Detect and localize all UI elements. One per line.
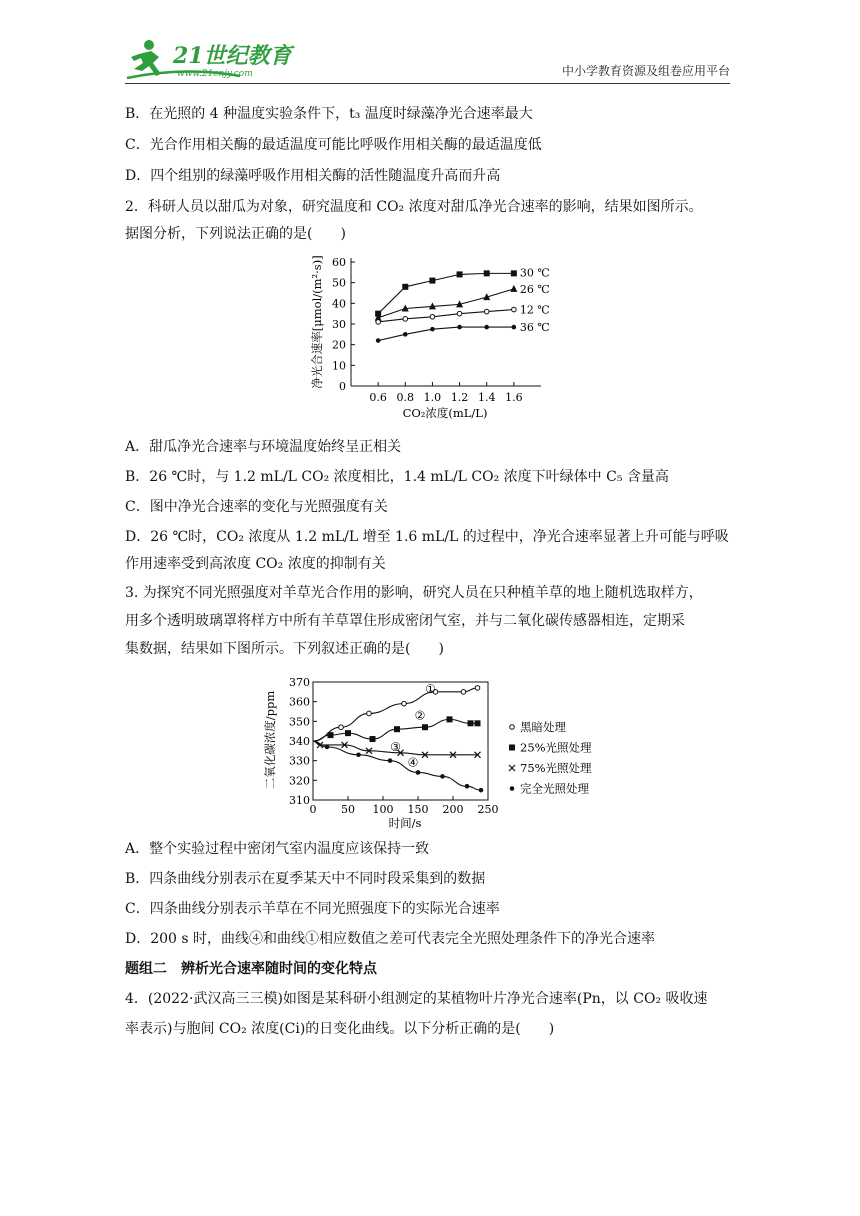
- c1-xlabel: CO₂浓度(mL/L): [402, 406, 488, 420]
- q3-stem-line2: 用多个透明玻璃罩将样方中所有羊草罩住形成密闭气室，并与二氧化碳传感器相连，定期采: [125, 613, 685, 629]
- c2-legend-label: 完全光照处理: [520, 781, 589, 796]
- c1-data-point: [376, 338, 381, 343]
- q1-option-d: D．四个组别的绿藻呼吸作用相关酶的活性随温度升高而升高: [125, 168, 501, 184]
- c2-data-point: [468, 720, 474, 726]
- c1-data-point: [510, 285, 517, 292]
- q3-option-c: C．四条曲线分别表示羊草在不同光照强度下的实际光合速率: [125, 901, 500, 917]
- c2-curve-number: ③: [390, 739, 401, 754]
- c1-data-point: [402, 284, 408, 290]
- c1-x-tick-label: 1.2: [450, 391, 469, 404]
- platform-name: 中小学教育资源及组卷应用平台: [561, 64, 730, 78]
- c2-y-tick-label: 370: [289, 676, 310, 689]
- c2-data-point: [345, 730, 351, 736]
- c1-y-tick-label: 30: [332, 318, 346, 331]
- c2-legend-marker: [509, 765, 515, 771]
- c2-ylabel: 二氧化碳浓度/ppm: [263, 690, 277, 790]
- svg-text:21世纪教育: 21世纪教育: [173, 43, 292, 69]
- c2-data-point: [325, 745, 330, 750]
- c2-xlabel: 时间/s: [388, 816, 422, 830]
- c2-curve-number: ①: [425, 681, 436, 696]
- c2-x-tick-label: 100: [372, 803, 394, 816]
- c2-curve-number: ②: [414, 708, 426, 723]
- c1-data-point: [457, 271, 463, 277]
- c2-data-point: [339, 725, 344, 730]
- c2-y-tick-label: 330: [289, 754, 310, 768]
- c2-curve-number: ④: [407, 755, 419, 770]
- c1-x-tick-label: 1.6: [505, 391, 523, 404]
- q3-option-a: A．整个实验过程中密闭气室内温度应该保持一致: [125, 841, 430, 857]
- c1-data-point: [430, 314, 435, 319]
- c2-legend-marker: [510, 725, 515, 730]
- c2-x-tick-label: 0: [309, 803, 317, 816]
- site-logo: [125, 36, 295, 84]
- header-divider: [125, 83, 730, 84]
- c1-marks: [375, 266, 550, 342]
- c2-x-tick-label: 50: [341, 803, 355, 816]
- c2-marks: [313, 682, 483, 793]
- q2-option-a: A．甜瓜净光合速率与环境温度始终呈正相关: [125, 439, 402, 455]
- q3-stem-line3: 集数据，结果如下图所示。下列叙述正确的是( ): [125, 641, 444, 657]
- c2-data-point: [475, 686, 480, 691]
- q2-option-c: C．图中净光合速率的变化与光照强度有关: [125, 499, 388, 515]
- c1-y-tick-label: 10: [332, 359, 346, 373]
- c1-data-point: [376, 320, 381, 325]
- c1-series-label: 26 ℃: [519, 282, 550, 296]
- c2-data-point: [388, 758, 393, 763]
- c1-series-line: [378, 327, 514, 340]
- c1-y-tick-label: 20: [332, 338, 346, 352]
- c1-data-point: [484, 325, 489, 330]
- page-header: [125, 36, 730, 84]
- c2-data-point: [328, 732, 334, 738]
- c1-y-tick-label: 60: [332, 256, 346, 269]
- q2-stem-line1: 2．科研人员以甜瓜为对象，研究温度和 CO₂ 浓度对甜瓜净光合速率的影响，结果如图所示。: [125, 199, 703, 215]
- c1-data-point: [511, 270, 517, 276]
- c2-data-point: [370, 736, 376, 742]
- c2-data-point: [402, 701, 407, 706]
- c2-data-point: [465, 784, 470, 789]
- c1-x-tick-label: 0.6: [369, 391, 387, 404]
- q2-stem-line2: 据图分析，下列说法正确的是( ): [125, 226, 346, 242]
- c1-x-tick-label: 1.4: [477, 391, 496, 404]
- c1-data-point: [457, 311, 462, 316]
- c1-y-tick-label: 0: [339, 380, 346, 393]
- c1-data-point: [430, 327, 435, 332]
- q4-stem-line2: 率表示)与胞间 CO₂ 浓度(Ci)的日变化曲线。以下分析正确的是( ): [125, 1021, 555, 1037]
- c2-series-line: [313, 688, 478, 741]
- c2-x-tick-label: 150: [407, 803, 429, 816]
- c2-x-tick-label: 250: [477, 803, 499, 816]
- c2-legend-label: 25%光照处理: [520, 740, 592, 755]
- c2-y-tick-label: 320: [289, 774, 310, 788]
- c1-series-label: 30 ℃: [519, 266, 550, 280]
- c2-x-tick-label: 200: [442, 803, 464, 816]
- c2-data-point: [447, 716, 453, 722]
- q2-option-d-line1: D．26 ℃时，CO₂ 浓度从 1.2 mL/L 增至 1.6 mL/L 的过程中，净光合速率显著上升可能与呼吸: [125, 529, 729, 545]
- c2-data-point: [461, 690, 466, 695]
- c1-series-label: 36 ℃: [519, 321, 550, 335]
- runner-logo-icon: [125, 36, 295, 80]
- c1-series-line: [378, 273, 514, 313]
- c2-y-tick-label: 310: [289, 794, 310, 807]
- q2-option-d-line2: 作用速率受到高浓度 CO₂ 浓度的抑制有关: [125, 556, 386, 572]
- c2-legend-marker: [510, 786, 515, 791]
- c2-y-tick-label: 360: [289, 695, 310, 709]
- c2-legend-label: 黑暗处理: [520, 720, 566, 734]
- c1-data-point: [512, 325, 517, 330]
- q3-option-b: B．四条曲线分别表示在夏季某天中不同时段采集到的数据: [125, 871, 486, 887]
- c2-data-point: [479, 788, 484, 793]
- c1-data-point: [429, 278, 435, 284]
- c1-data-point: [403, 317, 408, 322]
- c2-data-point: [367, 711, 372, 716]
- c2-data-point: [475, 720, 481, 726]
- c2-legend-marker: [509, 745, 515, 751]
- c2-legend: [509, 720, 592, 796]
- c2-y-tick-label: 350: [289, 715, 310, 729]
- c2-data-point: [422, 724, 428, 730]
- c2-data-point: [416, 770, 421, 775]
- c1-ylabel: 净光合速率[μmol/(m²·s)]: [310, 255, 324, 389]
- c2-legend-label: 75%光照处理: [520, 761, 592, 775]
- c1-data-point: [512, 307, 517, 312]
- q1-option-b: B．在光照的 4 种温度实验条件下，t₃ 温度时绿藻净光合速率最大: [125, 106, 533, 122]
- co2-concentration-chart: [262, 672, 602, 832]
- co2-rate-chart: [305, 250, 565, 422]
- c1-data-point: [403, 332, 408, 337]
- c1-y-tick-label: 40: [332, 297, 346, 311]
- c1-data-point: [484, 270, 490, 276]
- c2-data-point: [394, 726, 400, 732]
- c1-series-label: 12 ℃: [519, 303, 550, 317]
- q2-option-b: B．26 ℃时，与 1.2 mL/L CO₂ 浓度相比，1.4 mL/L CO₂ 浓度下叶绿体中 C₅ 含量高: [125, 469, 669, 485]
- c1-y-tick-label: 50: [332, 276, 346, 290]
- q3-option-d: D．200 s 时，曲线④和曲线①相应数值之差可代表完全光照处理条件下的净光合速率: [125, 931, 656, 947]
- q1-option-c: C．光合作用相关酶的最适温度可能比呼吸作用相关酶的最适温度低: [125, 137, 542, 153]
- group2-title: 题组二 辨析光合速率随时间的变化特点: [125, 961, 377, 977]
- q3-stem-line1: 3. 为探究不同光照强度对羊草光合作用的影响，研究人员在只种植羊草的地上随机选取样方，: [125, 585, 703, 601]
- c1-axes: [332, 256, 541, 404]
- c2-data-point: [356, 752, 361, 757]
- c1-x-tick-label: 1.0: [423, 391, 442, 404]
- c2-data-point: [440, 774, 445, 779]
- c2-y-tick-label: 340: [289, 735, 310, 748]
- c1-data-point: [484, 309, 489, 314]
- c1-data-point: [457, 325, 462, 330]
- svg-text:www.21cnjy.com: www.21cnjy.com: [177, 69, 253, 79]
- q4-stem-line1: 4．(2022·武汉高三三模)如图是某科研小组测定的某植物叶片净光合速率(Pn，以 CO₂ 吸收速: [125, 991, 708, 1007]
- c1-x-tick-label: 0.8: [396, 391, 415, 404]
